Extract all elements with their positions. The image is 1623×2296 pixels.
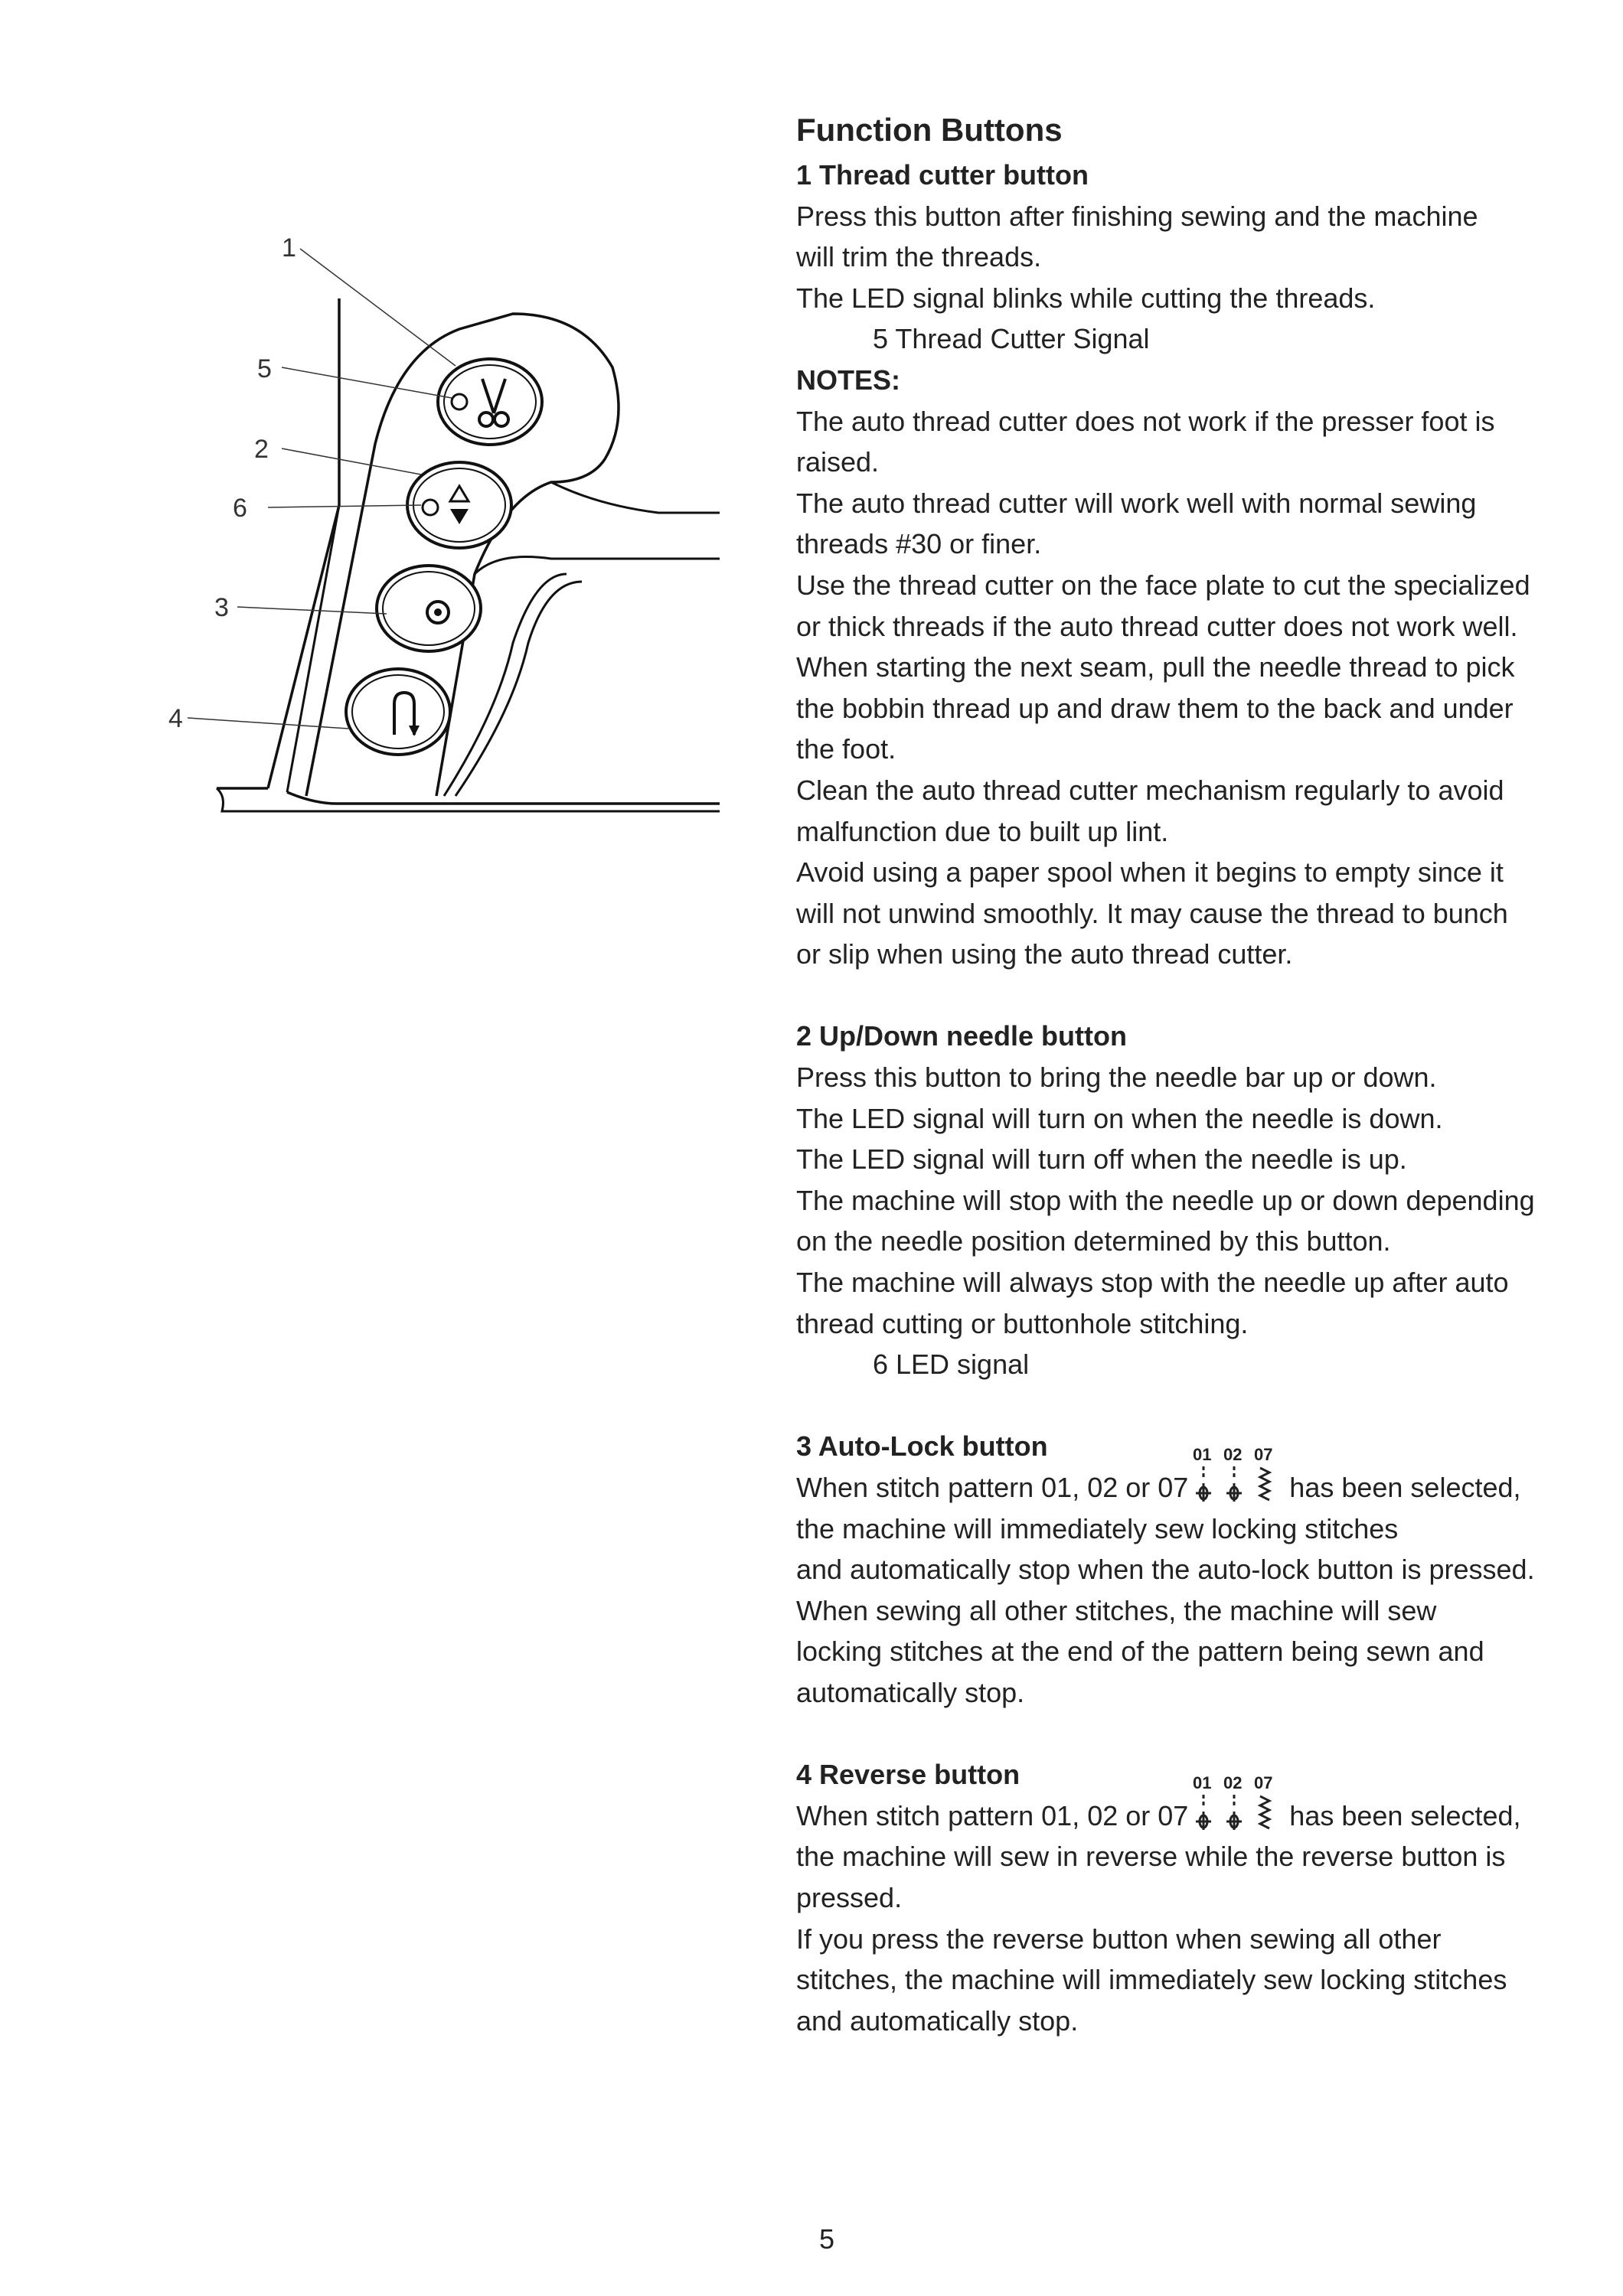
note-line: raised.: [796, 446, 880, 478]
note-line: the foot.: [796, 733, 896, 765]
zigzag-stitch-icon: [1260, 1468, 1269, 1500]
up-down-line: The LED signal will turn off when the needle is up.: [796, 1143, 1407, 1176]
note-line: Avoid using a paper spool when it begins to empty since it: [796, 856, 1504, 889]
function-buttons-illustration: [153, 214, 735, 872]
reverse-line: pressed.: [796, 1881, 903, 1913]
auto-lock-line: and automatically stop when the auto-lock button is pressed.: [796, 1554, 1535, 1586]
up-down-needle-button-illustration: [407, 462, 511, 548]
stitch-pattern-icons: [1190, 1445, 1280, 1505]
note-line: Clean the auto thread cutter mechanism regularly to avoid: [796, 774, 1504, 806]
note-line: malfunction due to built up lint.: [796, 815, 1169, 847]
thread-cutter-signal-label: 5 Thread Cutter Signal: [873, 323, 1150, 355]
auto-lock-heading: 3 Auto-Lock button: [796, 1430, 1048, 1463]
stitch-pattern-icons: [1190, 1773, 1280, 1833]
reverse-line-end: has been selected,: [1282, 1799, 1521, 1831]
note-line: or thick threads if the auto thread cutter does not work well.: [796, 610, 1518, 642]
straight-stitch-icon: [1196, 1466, 1211, 1502]
callout-5: 5: [257, 354, 272, 383]
needle-led-icon: [423, 500, 438, 515]
note-line: will not unwind smoothly. It may cause the thread to bunch: [796, 897, 1508, 929]
thread-cutter-line: will trim the threads.: [796, 241, 1042, 273]
reverse-line: stitches, the machine will immediately sew locking stitches: [796, 1964, 1507, 1996]
led-signal-label: 6 LED signal: [873, 1349, 1030, 1381]
section-spacer: [796, 1385, 1569, 1427]
note-line: the bobbin thread up and draw them to the back and under: [796, 692, 1514, 724]
page-number: 5: [818, 2223, 835, 2255]
up-down-line: The LED signal will turn on when the needle is down.: [796, 1102, 1443, 1134]
note-line: or slip when using the auto thread cutter.: [796, 938, 1293, 970]
note-line: The auto thread cutter does not work if the presser foot is: [796, 405, 1495, 437]
section-spacer: [796, 1714, 1569, 1755]
up-down-heading: 2 Up/Down needle button: [796, 1020, 1127, 1052]
pattern-code: 01: [1193, 1445, 1212, 1464]
auto-lock-line: When sewing all other stitches, the machine will sew: [796, 1594, 1437, 1626]
notes-label: NOTES:: [796, 364, 901, 396]
callout-2: 2: [254, 435, 269, 464]
up-down-line: Press this button to bring the needle bar up or down.: [796, 1062, 1437, 1094]
reverse-line: and automatically stop.: [796, 2004, 1079, 2037]
note-line: The auto thread cutter will work well with normal sewing: [796, 487, 1477, 519]
zigzag-stitch-icon: [1260, 1796, 1269, 1828]
thread-cutter-button-illustration: [438, 359, 542, 445]
up-down-line: on the needle position determined by this button.: [796, 1225, 1391, 1257]
auto-lock-line-end: has been selected,: [1282, 1472, 1521, 1503]
reverse-line: If you press the reverse button when sewing all other: [796, 1923, 1442, 1955]
thread-cutter-line: The LED signal blinks while cutting the threads.: [796, 282, 1376, 314]
auto-lock-line: automatically stop.: [796, 1676, 1025, 1708]
function-buttons-section: [796, 107, 1569, 2041]
auto-lock-line: the machine will immediately sew locking stitches: [796, 1512, 1399, 1544]
note-line: When starting the next seam, pull the needle thread to pick: [796, 651, 1515, 683]
straight-stitch-icon: [1226, 1795, 1242, 1830]
up-down-line: The machine will always stop with the needle up after auto: [796, 1267, 1509, 1299]
reverse-button-illustration: [346, 669, 450, 755]
note-line: threads #30 or finer.: [796, 528, 1042, 560]
up-down-line: The machine will stop with the needle up or down depending: [796, 1184, 1535, 1216]
straight-stitch-icon: [1196, 1795, 1211, 1830]
pattern-code: 07: [1254, 1445, 1273, 1464]
reverse-heading: 4 Reverse button: [796, 1759, 1020, 1791]
callout-6: 6: [233, 494, 247, 523]
auto-lock-line: locking stitches at the end of the pattern being sewn and: [796, 1636, 1484, 1668]
thread-cutter-led-icon: [452, 394, 467, 409]
straight-stitch-icon: [1226, 1466, 1242, 1502]
pattern-code: 01: [1193, 1773, 1212, 1792]
reverse-line-start: When stitch pattern 01, 02 or 07: [796, 1799, 1189, 1831]
reverse-line: the machine will sew in reverse while the reverse button is: [796, 1841, 1506, 1873]
auto-lock-line-start: When stitch pattern 01, 02 or 07: [796, 1472, 1189, 1503]
function-buttons-diagram: [153, 214, 735, 872]
callout-4: 4: [168, 704, 183, 733]
section-spacer: [796, 975, 1569, 1016]
pattern-code: 02: [1223, 1445, 1243, 1464]
auto-lock-button-illustration: [377, 566, 481, 651]
callout-1: 1: [282, 233, 296, 263]
pattern-code: 02: [1223, 1773, 1243, 1792]
up-down-line: thread cutting or buttonhole stitching.: [796, 1307, 1249, 1339]
thread-cutter-line: Press this button after finishing sewing and the machine: [796, 200, 1478, 232]
note-line: Use the thread cutter on the face plate to cut the specialized: [796, 569, 1530, 601]
pattern-code: 07: [1254, 1773, 1273, 1792]
callout-3: 3: [214, 593, 229, 622]
thread-cutter-heading: 1 Thread cutter button: [796, 159, 1089, 191]
section-title: Function Buttons: [796, 112, 1063, 148]
